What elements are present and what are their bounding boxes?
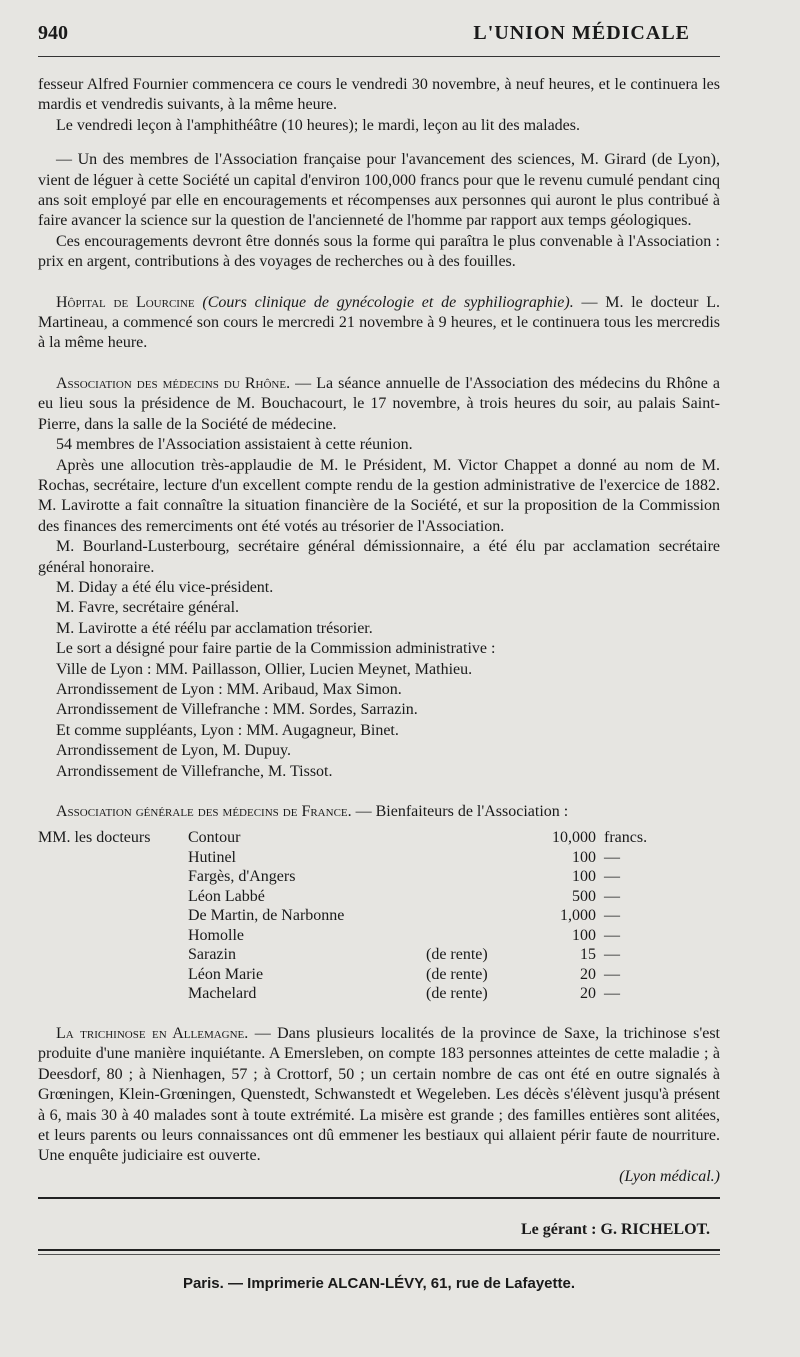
donor-name: Sarazin [188, 946, 236, 964]
rhone-paragraph: Le sort a désigné pour faire partie de la Commission administrative : [56, 640, 496, 658]
footer-rule [38, 1249, 720, 1251]
rhone-paragraph: 54 membres de l'Association assistaient à cette réunion. [56, 436, 413, 454]
rhone-heading: Association des médecins du Rhône. [56, 374, 291, 392]
lourcine-heading: Hôpital de Lourcine [56, 293, 195, 311]
donor-name: Léon Labbé [188, 887, 265, 905]
section-lourcine [38, 293, 720, 354]
rhone-paragraph: Ville de Lyon : MM. Paillasson, Ollier, Lucien Meynet, Mathieu. [56, 660, 473, 678]
donor-name: Machelard [188, 985, 257, 1003]
donor-unit: — [604, 868, 620, 886]
donor-unit: — [604, 946, 620, 964]
donor-amount: 1,000 [560, 907, 596, 925]
donor-name: Contour [188, 829, 241, 847]
article-body [38, 75, 720, 1187]
donor-amount: 100 [572, 868, 596, 886]
donor-row [38, 867, 720, 887]
rhone-paragraph: Arrondissement de Villefranche : MM. Sordes, Sarrazin. [56, 701, 418, 719]
paragraph-fournier: fesseur Alfred Fournier commencera ce cours le vendredi 30 novembre, à neuf heures, et le continuera les mardis et vendredis suivants, à la même heure. [38, 76, 720, 114]
trichinose-heading: La trichinose en Allemagne. [56, 1024, 249, 1042]
donor-lead: MM. les docteurs [38, 829, 151, 847]
donor-row [38, 945, 720, 965]
agmf-heading: Association générale des médecins de France. [56, 803, 352, 820]
footer-rule-thin [38, 1254, 720, 1255]
donor-unit: francs. [604, 829, 648, 847]
donor-unit: — [604, 926, 620, 944]
rhone-paragraph: M. Lavirotte a été réélu par acclamation trésorier. [56, 619, 373, 637]
rhone-paragraph: Arrondissement de Lyon, M. Dupuy. [56, 742, 291, 760]
donor-row [38, 848, 720, 868]
donor-unit: — [604, 907, 620, 925]
page-header [38, 22, 720, 57]
lourcine-text: — M. le docteur L. Martineau, a commencé son cours le mercredi 21 novembre à 9 heures, et le continuera tous les mercredis à la même heure. [38, 293, 721, 352]
donor-name: Homolle [188, 926, 244, 944]
paragraph-lecons: Le vendredi leçon à l'amphithéâtre (10 heures); le mardi, leçon au lit des malades. [56, 116, 581, 134]
donor-amount: 500 [572, 887, 596, 905]
rhone-paragraph: M. Favre, secrétaire général. [56, 599, 240, 617]
donor-amount: 100 [572, 848, 596, 866]
donor-amount: 10,000 [552, 829, 596, 847]
donor-note: (de rente) [426, 965, 488, 983]
page-content [38, 22, 720, 1292]
donor-row [38, 906, 720, 926]
signature: Le gérant : G. RICHELOT. [520, 1221, 710, 1239]
journal-title: L'UNION MÉDICALE [473, 22, 690, 44]
donor-row [38, 887, 720, 907]
donor-unit: — [604, 965, 620, 983]
rhone-paragraph: Et comme suppléants, Lyon : MM. Augagneur, Binet. [56, 721, 399, 739]
rhone-paragraph: Après une allocution très-applaudie de M. le Président, M. Victor Chappet a donné au nom de M. Rochas, secrétaire, lecture d'un excellent compte rendu de la gestion administrative de l'exercice de 1882. M. Lavirotte a fait connaître la situation financière de la Société, et sur la proposition de la Commission des finances des remerciments ont été votés au trésorier de l'Association. [38, 456, 720, 535]
donor-row [38, 828, 720, 848]
footer-rule [38, 1197, 720, 1199]
donor-amount: 100 [572, 926, 596, 944]
rhone-text: — La séance annuelle de l'Association des médecins du Rhône a eu lieu sous la présidence de M. Bouchacourt, le 17 novembre, à trois heures du soir, au palais Saint-Pierre, dans la salle de la Société de médecine. [38, 374, 720, 433]
donor-amount: 15 [580, 946, 596, 964]
trichinose-text: — Dans plusieurs localités de la province de Saxe, la trichinose s'est produite d'une manière inquiétante. A Emersleben, on compte 183 personnes atteintes de cette maladie ; à Deesdorf, 80 ; à Nienhagen, 57 ; à Crottorf, 50 ; un certain nombre de cas ont été en outre signalés à Grœningen, Klein-Grœningen, Quenstedt, Schwanstedt et Wegeleben. Les décès s'élèvent jusqu'à présent à 6, mais 30 à 40 malades sont à toute extrémité. La misère est grande ; des familles entières sont alitées, et leurs parents ou leurs connaissances ont dû emmener les bestiaux qui allaient périr faute de nourriture. Une enquête judiciaire est ouverte. [38, 1024, 720, 1165]
section-trichinose [38, 1024, 720, 1167]
paragraph-encouragements: Ces encouragements devront être donnés sous la forme qui paraîtra le plus convenable à l'Association : prix en argent, contributions à des voyages de recherches ou à des fouilles. [38, 232, 720, 271]
donor-name: Léon Marie [188, 965, 264, 983]
donor-row [38, 926, 720, 946]
donor-list [38, 828, 720, 1004]
section-agmf [38, 802, 720, 822]
paragraph-girard: — Un des membres de l'Association française pour l'avancement des sciences, M. Girard (de Lyon), vient de léguer à cette Société un capital d'environ 100,000 francs pour que le revenu cumulé pendant cinq ans soit employé par elle en encouragements et récompenses aux personnes qui auront le plus contribué à faire avancer la science sur la question de l'ancienneté de l'homme par rapport aux temps géologiques. [38, 151, 720, 230]
donor-note: (de rente) [426, 946, 488, 964]
section-rhone [38, 374, 720, 435]
rhone-paragraph: M. Bourland-Lusterbourg, secrétaire général démissionnaire, a été élu par acclamation secrétaire général honoraire. [38, 538, 720, 576]
donor-amount: 20 [580, 965, 596, 983]
rhone-paragraph: M. Diday a été élu vice-président. [56, 578, 274, 596]
donor-unit: — [604, 887, 620, 905]
donor-note: (de rente) [426, 985, 488, 1003]
donor-name: Hutinel [188, 848, 236, 866]
donor-row [38, 965, 720, 985]
page-number: 940 [38, 22, 68, 44]
donor-row [38, 984, 720, 1004]
printer-imprint: Paris. — Imprimerie ALCAN-LÉVY, 61, rue de Lafayette. [182, 1275, 576, 1293]
rhone-paragraph: Arrondissement de Villefranche, M. Tissot. [56, 762, 333, 780]
agmf-text: — Bienfaiteurs de l'Association : [351, 803, 569, 820]
donor-unit: — [604, 848, 620, 866]
source-citation: (Lyon médical.) [619, 1167, 720, 1185]
donor-unit: — [604, 985, 620, 1003]
donor-name: Fargès, d'Angers [188, 868, 296, 886]
rhone-paragraph: Arrondissement de Lyon : MM. Aribaud, Max Simon. [56, 680, 402, 698]
donor-name: De Martin, de Narbonne [188, 907, 345, 925]
donor-amount: 20 [580, 985, 596, 1003]
lourcine-course-title: (Cours clinique de gynécologie et de syphiliographie). [202, 293, 574, 311]
